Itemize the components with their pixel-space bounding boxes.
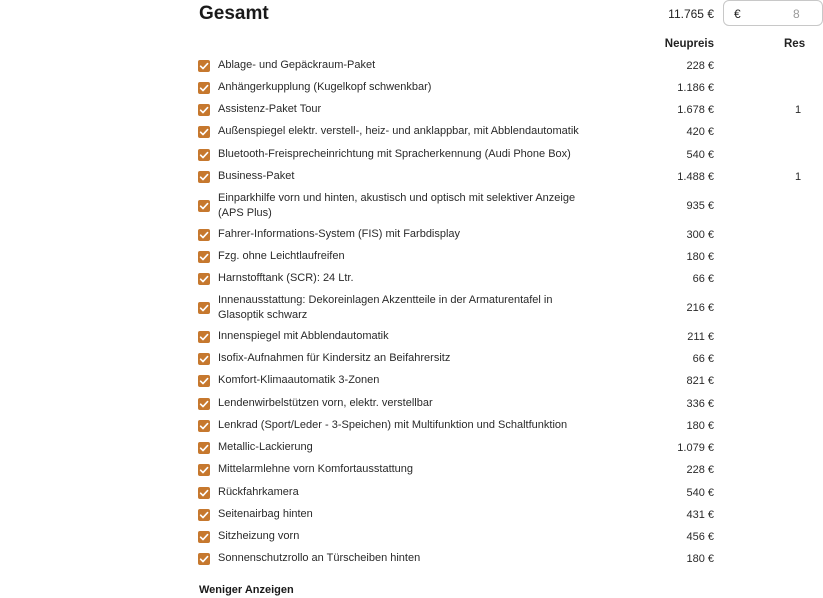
item-price: 228 € <box>686 60 714 72</box>
item-price: 336 € <box>686 398 714 410</box>
item-price: 456 € <box>686 531 714 543</box>
checkmark-icon <box>198 487 210 499</box>
item-label: Sonnenschutzrollo an Türscheiben hinten <box>218 552 421 564</box>
item-price: 1.079 € <box>677 442 714 454</box>
checkbox[interactable] <box>198 200 210 212</box>
checkmark-icon <box>198 273 210 285</box>
item-label: Komfort-Klimaautomatik 3-Zonen <box>218 374 380 386</box>
checkbox[interactable] <box>198 331 210 343</box>
checkmark-icon <box>198 149 210 161</box>
item-label: Harnstofftank (SCR): 24 Ltr. <box>218 272 354 284</box>
item-label: Außenspiegel elektr. verstell-, heiz- und anklappbar, mit Abblendautomatik <box>218 125 579 137</box>
item-price: 540 € <box>686 487 714 499</box>
checkbox[interactable] <box>198 464 210 476</box>
checkbox[interactable] <box>198 126 210 138</box>
item-label: Mittelarmlehne vorn Komfortausstattung <box>218 463 414 475</box>
checkbox[interactable] <box>198 82 210 94</box>
total-price: 11.765 € <box>668 7 714 21</box>
price-input[interactable] <box>723 0 823 26</box>
checkmark-icon <box>198 104 210 116</box>
checkmark-icon <box>198 126 210 138</box>
checkmark-icon <box>198 229 210 241</box>
item-label: Innenausstattung: Dekoreinlagen Akzentteile in der Armaturentafel in Glasoptik schwarz <box>218 294 553 321</box>
checkmark-icon <box>198 251 210 263</box>
item-price: 420 € <box>686 126 714 138</box>
item-price: 180 € <box>686 420 714 432</box>
item-label: Bluetooth-Freisprecheinrichtung mit Spracherkennung (Audi Phone Box) <box>218 148 571 160</box>
item-label: Seitenairbag hinten <box>218 508 313 520</box>
item-label: Business-Paket <box>218 170 295 182</box>
checkbox[interactable] <box>198 149 210 161</box>
item-label: Isofix-Aufnahmen für Kindersitz an Beifahrersitz <box>218 352 451 364</box>
item-price: 66 € <box>692 273 714 285</box>
checkbox[interactable] <box>198 442 210 454</box>
item-label: Rückfahrkamera <box>218 486 299 498</box>
item-price: 228 € <box>686 464 714 476</box>
item-price: 66 € <box>692 353 714 365</box>
checkbox[interactable] <box>198 420 210 432</box>
item-label: Innenspiegel mit Abblendautomatik <box>218 330 389 342</box>
item-price: 431 € <box>686 509 714 521</box>
item-label: Ablage- und Gepäckraum-Paket <box>218 59 376 71</box>
column-header-rest: Res <box>784 38 806 50</box>
checkbox[interactable] <box>198 104 210 116</box>
checkbox[interactable] <box>198 375 210 387</box>
checkmark-icon <box>198 353 210 365</box>
checkbox[interactable] <box>198 531 210 543</box>
item-rest-value: 1 <box>795 171 802 183</box>
item-price: 1.488 € <box>677 171 714 183</box>
item-label: Fzg. ohne Leichtlaufreifen <box>218 250 345 262</box>
checkmark-icon <box>198 60 210 72</box>
checkmark-icon <box>198 509 210 521</box>
checkbox[interactable] <box>198 60 210 72</box>
checkmark-icon <box>198 420 210 432</box>
checkmark-icon <box>198 302 210 314</box>
checkmark-icon <box>198 171 210 183</box>
item-price: 300 € <box>686 229 714 241</box>
checkbox[interactable] <box>198 273 210 285</box>
item-label: Metallic-Lackierung <box>218 441 313 453</box>
checkbox[interactable] <box>198 229 210 241</box>
checkmark-icon <box>198 553 210 565</box>
item-price: 821 € <box>686 375 714 387</box>
item-price: 180 € <box>686 251 714 263</box>
checkmark-icon <box>198 398 210 410</box>
item-price: 540 € <box>686 149 714 161</box>
item-label: Assistenz-Paket Tour <box>218 103 322 115</box>
checkmark-icon <box>198 200 210 212</box>
item-label: Lenkrad (Sport/Leder - 3-Speichen) mit Multifunktion und Schaltfunktion <box>218 419 568 431</box>
item-price: 1.186 € <box>677 82 714 94</box>
item-label: Anhängerkupplung (Kugelkopf schwenkbar) <box>218 81 432 93</box>
total-title: Gesamt <box>199 3 269 24</box>
item-price: 211 € <box>687 331 714 343</box>
item-label: Fahrer-Informations-System (FIS) mit Farbdisplay <box>218 228 461 240</box>
price-input-placeholder: 8 <box>793 7 800 21</box>
item-price: 1.678 € <box>677 104 714 116</box>
euro-symbol: € <box>734 7 741 21</box>
item-price: 935 € <box>686 200 714 212</box>
checkmark-icon <box>198 464 210 476</box>
column-header-neupreis: Neupreis <box>664 38 714 50</box>
checkbox[interactable] <box>198 553 210 565</box>
checkbox[interactable] <box>198 509 210 521</box>
item-rest-value: 1 <box>795 104 802 116</box>
checkmark-icon <box>198 331 210 343</box>
checkmark-icon <box>198 442 210 454</box>
item-label: Lendenwirbelstützen vorn, elektr. verstellbar <box>218 397 433 409</box>
item-price: 180 € <box>686 553 714 565</box>
checkmark-icon <box>198 531 210 543</box>
item-label: Einparkhilfe vorn und hinten, akustisch und optisch mit selektiver Anzeige (APS Plus) <box>218 192 576 219</box>
checkmark-icon <box>198 375 210 387</box>
checkbox[interactable] <box>198 487 210 499</box>
item-price: 216 € <box>686 302 714 314</box>
checkbox[interactable] <box>198 398 210 410</box>
show-less-link[interactable]: Weniger Anzeigen <box>199 584 294 596</box>
checkbox[interactable] <box>198 302 210 314</box>
checkmark-icon <box>198 82 210 94</box>
checkbox[interactable] <box>198 171 210 183</box>
checkbox[interactable] <box>198 251 210 263</box>
item-label: Sitzheizung vorn <box>218 530 300 542</box>
checkbox[interactable] <box>198 353 210 365</box>
